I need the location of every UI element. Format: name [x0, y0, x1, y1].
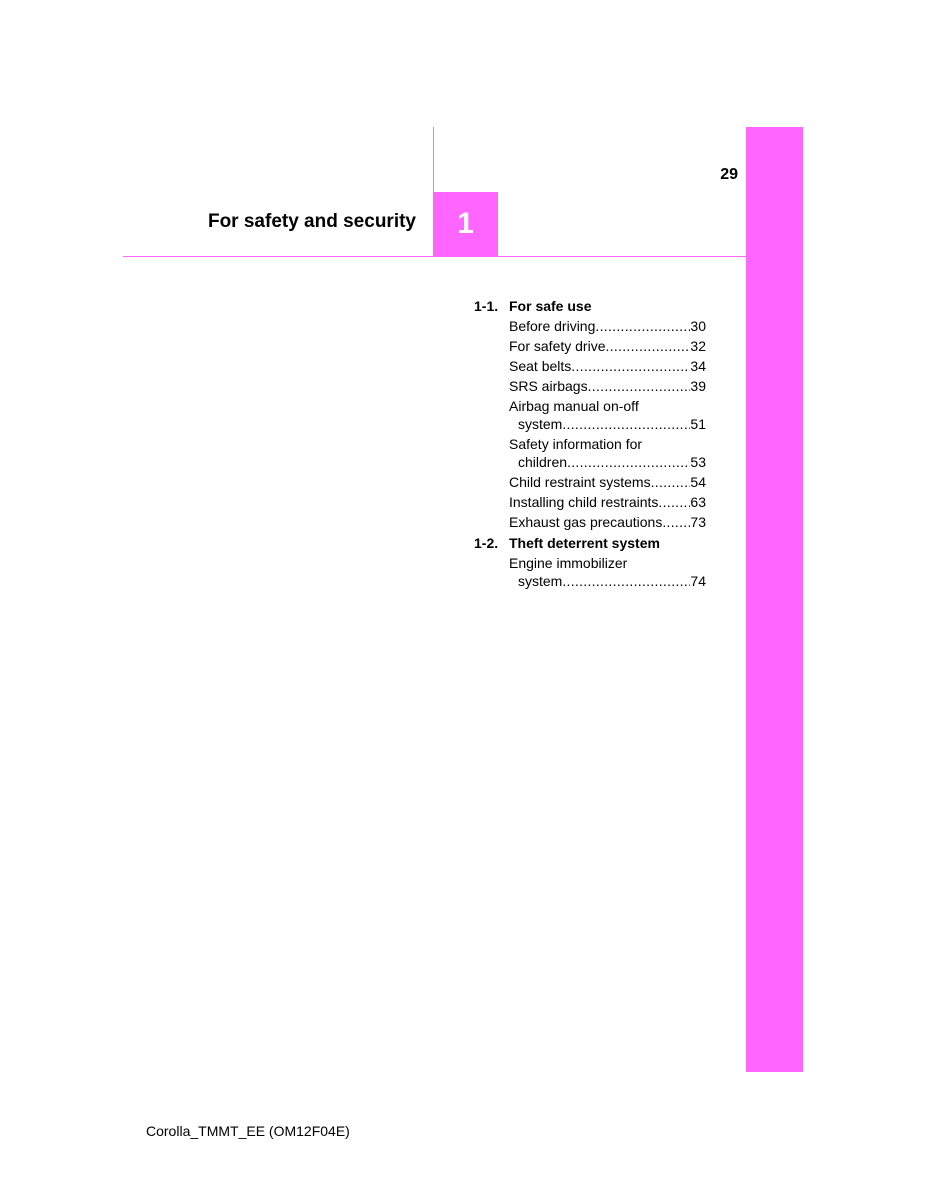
toc-leader-dots	[571, 357, 690, 375]
toc-entry[interactable]	[509, 356, 706, 376]
toc-section-heading[interactable]	[474, 533, 706, 553]
toc-entry-title: For safety drive	[509, 338, 606, 354]
footer-document-id: Corolla_TMMT_EE (OM12F04E)	[146, 1123, 350, 1139]
toc-entry-title: Before driving	[509, 318, 596, 334]
toc-entry[interactable]	[509, 316, 706, 336]
toc-entry-continuation: system	[518, 416, 563, 432]
toc-entry[interactable]	[509, 434, 706, 472]
chapter-side-tab	[746, 127, 803, 1072]
toc-entry[interactable]	[509, 512, 706, 532]
toc-entry-title: Seat belts	[509, 358, 572, 374]
toc-entry-page: 53	[690, 454, 706, 470]
toc-entry-page: 30	[690, 318, 706, 334]
toc-leader-dots	[651, 473, 691, 491]
toc-leader-dots	[658, 493, 690, 511]
toc-entry[interactable]	[509, 472, 706, 492]
chapter-number: 1	[457, 207, 474, 240]
toc-section-heading[interactable]	[474, 296, 706, 316]
toc-entry-title: Installing child restraints	[509, 494, 659, 510]
toc-leader-dots	[605, 337, 690, 355]
toc-leader-dots	[562, 572, 690, 590]
toc-entry-title: Safety information for	[509, 436, 643, 452]
toc-entry[interactable]	[509, 492, 706, 512]
toc-entry-continuation: system	[518, 573, 563, 589]
toc-entry-page: 39	[690, 378, 706, 394]
toc-entry-page: 63	[690, 494, 706, 510]
toc-section-number: 1-1.	[474, 298, 499, 314]
toc-entry-title: Engine immobilizer	[509, 555, 628, 571]
toc-entry[interactable]	[509, 396, 706, 434]
toc-entry-title: Airbag manual on-off	[509, 398, 639, 414]
toc-entry-title: Child restraint systems	[509, 474, 651, 490]
toc-entry-page: 73	[690, 514, 706, 530]
toc-entry[interactable]	[509, 376, 706, 396]
table-of-contents	[474, 295, 706, 591]
toc-leader-dots	[588, 377, 691, 395]
toc-section-title: For safe use	[509, 298, 592, 314]
toc-entry[interactable]	[509, 336, 706, 356]
toc-leader-dots	[595, 317, 690, 335]
page-number: 29	[720, 166, 738, 183]
toc-entry-page: 32	[690, 338, 706, 354]
toc-entry-page: 51	[690, 416, 706, 432]
toc-entry-page: 54	[690, 474, 706, 490]
toc-section-number: 1-2.	[474, 535, 499, 551]
toc-section-title: Theft deterrent system	[509, 535, 660, 551]
toc-leader-dots	[662, 513, 690, 531]
toc-leader-dots	[567, 453, 690, 471]
toc-entry-continuation: children	[518, 454, 568, 470]
chapter-title: For safety and security	[207, 211, 416, 232]
toc-entry-page: 74	[690, 573, 706, 589]
toc-entry-title: Exhaust gas precautions	[509, 514, 663, 530]
header-horizontal-rule	[123, 256, 746, 257]
chapter-number-box	[433, 192, 498, 256]
toc-leader-dots	[562, 415, 690, 433]
toc-entry[interactable]	[509, 553, 706, 591]
toc-entry-title: SRS airbags	[509, 378, 588, 394]
toc-entry-page: 34	[690, 358, 706, 374]
